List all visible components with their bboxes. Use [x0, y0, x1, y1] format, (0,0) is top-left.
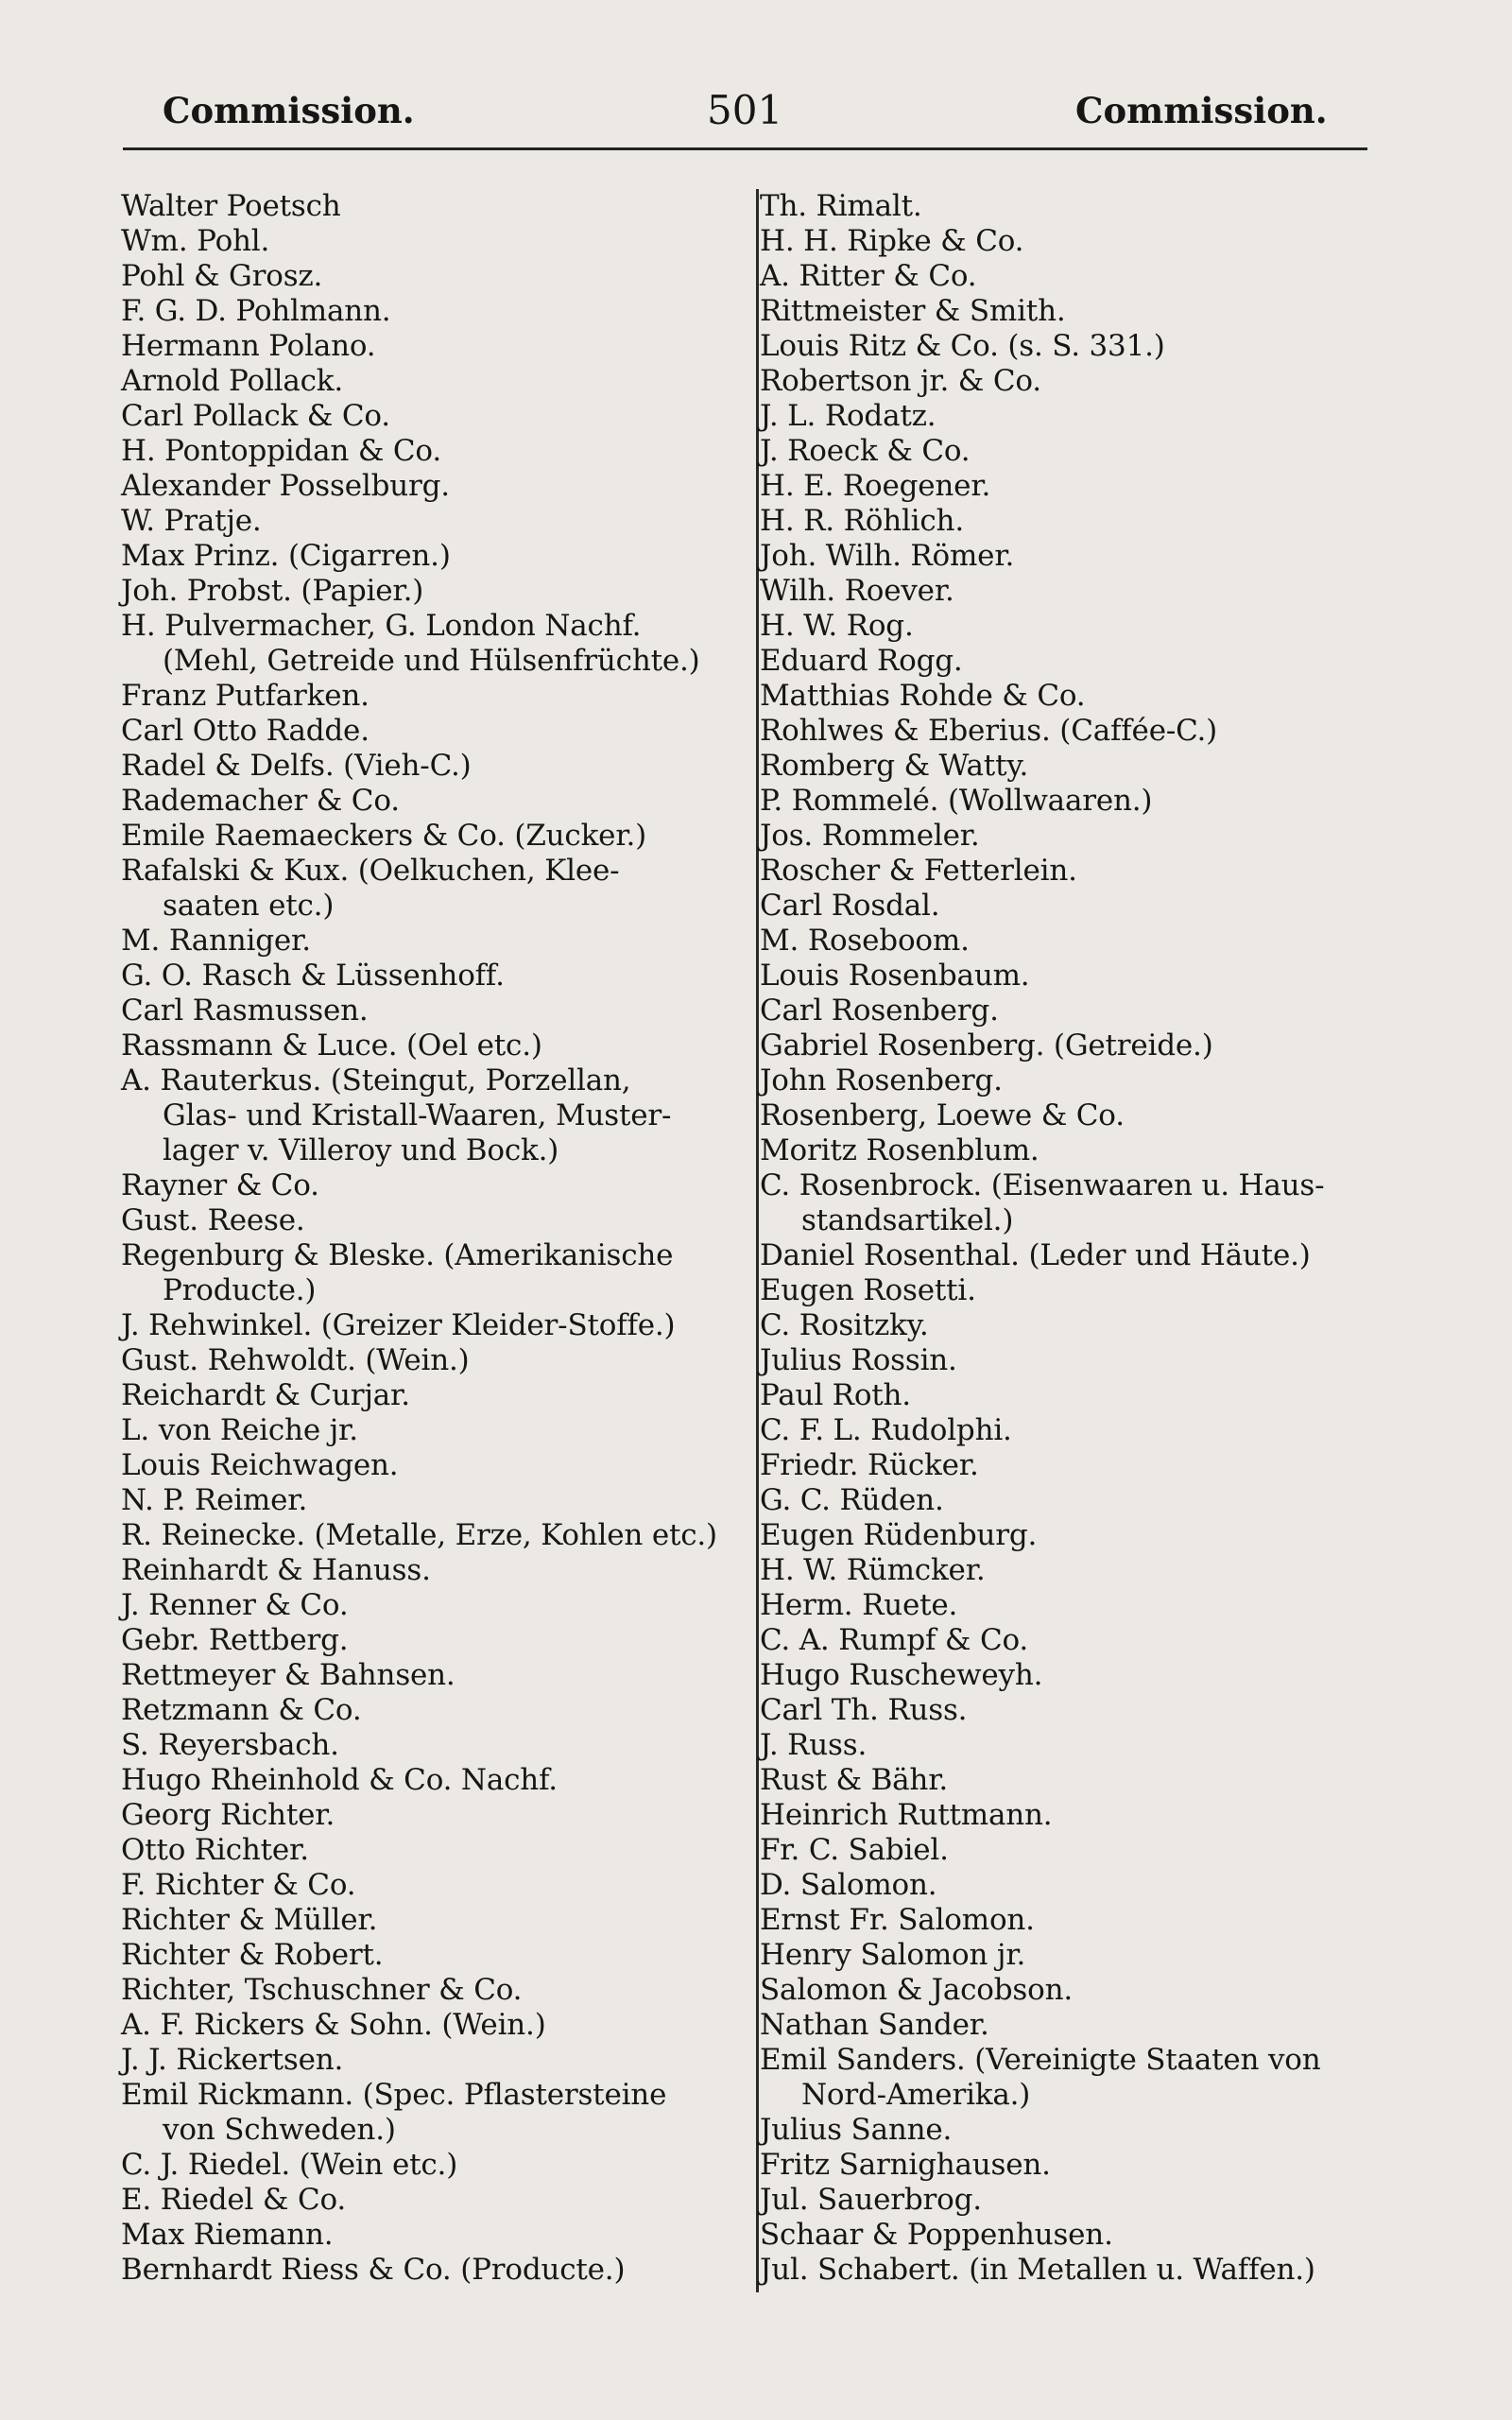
- directory-entry: Bernhardt Riess & Co. (Producte.): [121, 2253, 626, 2287]
- directory-entry: Fr. C. Sabiel.: [760, 1833, 949, 1867]
- directory-entry: L. von Reiche jr.: [121, 1413, 358, 1447]
- directory-entry: Georg Richter.: [121, 1798, 335, 1832]
- directory-entry: Alexander Posselburg.: [121, 469, 450, 503]
- directory-entry: Hugo Rheinhold & Co. Nachf.: [121, 1763, 558, 1797]
- directory-entry: Regenburg & Bleske. (Amerikanische: [121, 1238, 674, 1272]
- directory-entry: N. P. Reimer.: [121, 1483, 308, 1517]
- directory-entry: Robertson jr. & Co.: [760, 364, 1041, 398]
- directory-entry: Richter, Tschuschner & Co.: [121, 1973, 523, 2007]
- directory-entry: Heinrich Ruttmann.: [760, 1798, 1053, 1832]
- directory-entry: saaten etc.): [163, 889, 335, 923]
- directory-entry: E. Riedel & Co.: [121, 2183, 347, 2217]
- directory-entry: D. Salomon.: [760, 1868, 937, 1902]
- directory-entry: Gebr. Rettberg.: [121, 1623, 349, 1657]
- directory-entry: M. Ranniger.: [121, 924, 311, 958]
- directory-entry: C. J. Riedel. (Wein etc.): [121, 2148, 458, 2182]
- directory-entry: Reichardt & Curjar.: [121, 1378, 410, 1412]
- directory-entry: Wilh. Roever.: [760, 574, 954, 608]
- directory-entry: Fritz Sarnighausen.: [760, 2148, 1051, 2182]
- directory-entry: J. Rehwinkel. (Greizer Kleider-Stoffe.): [121, 1308, 676, 1342]
- directory-entry: Walter Poetsch: [121, 189, 341, 223]
- directory-entry: Louis Reichwagen.: [121, 1448, 399, 1482]
- left-column: [121, 189, 754, 2288]
- directory-entry: Carl Pollack & Co.: [121, 399, 390, 433]
- directory-entry: Rassmann & Luce. (Oel etc.): [121, 1028, 542, 1063]
- header-rule: [123, 147, 1367, 150]
- directory-entry: R. Reinecke. (Metalle, Erze, Kohlen etc.): [121, 1518, 717, 1552]
- directory-entry: Gabriel Rosenberg. (Getreide.): [760, 1028, 1213, 1063]
- directory-entry: G. C. Rüden.: [760, 1483, 944, 1517]
- directory-entry: Rust & Bähr.: [760, 1763, 949, 1797]
- directory-entry: Max Riemann.: [121, 2218, 334, 2252]
- directory-entry: Carl Rosenberg.: [760, 994, 999, 1028]
- directory-entry: G. O. Rasch & Lüssenhoff.: [121, 959, 505, 993]
- directory-entry: Schaar & Poppenhusen.: [760, 2218, 1113, 2252]
- directory-entry: Daniel Rosenthal. (Leder und Häute.): [760, 1238, 1311, 1272]
- directory-entry: Rademacher & Co.: [121, 784, 400, 818]
- directory-entry: H. R. Röhlich.: [760, 504, 964, 538]
- directory-entry: Max Prinz. (Cigarren.): [121, 539, 451, 573]
- directory-entry: Nord-Amerika.): [801, 2078, 1031, 2112]
- directory-entry: Louis Rosenbaum.: [760, 959, 1030, 993]
- directory-entry: (Mehl, Getreide und Hülsenfrüchte.): [163, 644, 700, 678]
- directory-entry: von Schweden.): [163, 2113, 396, 2147]
- directory-entry: S. Reyersbach.: [121, 1728, 339, 1762]
- directory-entry: Rittmeister & Smith.: [760, 294, 1066, 328]
- directory-entry: A. Ritter & Co.: [760, 259, 977, 293]
- directory-entry: Jul. Sauerbrog.: [760, 2183, 982, 2217]
- directory-entry: Joh. Probst. (Papier.): [121, 574, 424, 608]
- directory-entry: Eugen Rosetti.: [760, 1273, 976, 1307]
- right-column: [760, 189, 1412, 2288]
- directory-entry: Ernst Fr. Salomon.: [760, 1903, 1035, 1937]
- directory-entry: Franz Putfarken.: [121, 679, 369, 713]
- directory-entry: Richter & Robert.: [121, 1938, 384, 1972]
- directory-entry: M. Roseboom.: [760, 924, 970, 958]
- directory-entry: C. A. Rumpf & Co.: [760, 1623, 1029, 1657]
- directory-entry: Carl Rosdal.: [760, 889, 940, 923]
- directory-entry: Hermann Polano.: [121, 329, 376, 363]
- directory-entry: Th. Rimalt.: [760, 189, 922, 223]
- directory-entry: Matthias Rohde & Co.: [760, 679, 1086, 713]
- directory-entry: Jul. Schabert. (in Metallen u. Waffen.): [760, 2253, 1315, 2287]
- directory-entry: Salomon & Jacobson.: [760, 1973, 1073, 2007]
- directory-entry: Herm. Ruete.: [760, 1588, 958, 1622]
- directory-entry: Gust. Reese.: [121, 1203, 305, 1237]
- directory-entry: Romberg & Watty.: [760, 749, 1029, 783]
- directory-entry: J. Russ.: [760, 1728, 868, 1762]
- directory-entry: J. J. Rickertsen.: [121, 2043, 344, 2077]
- directory-entry: Hugo Ruscheweyh.: [760, 1658, 1043, 1692]
- directory-entry: Radel & Delfs. (Vieh-C.): [121, 749, 472, 783]
- directory-entry: J. L. Rodatz.: [760, 399, 936, 433]
- directory-entry: Retzmann & Co.: [121, 1693, 362, 1727]
- directory-entry: J. Roeck & Co.: [760, 434, 971, 468]
- directory-entry: Eduard Rogg.: [760, 644, 963, 678]
- directory-entry: F. Richter & Co.: [121, 1868, 356, 1902]
- directory-entry: Julius Rossin.: [760, 1343, 957, 1377]
- directory-entry: Friedr. Rücker.: [760, 1448, 979, 1482]
- directory-entry: Eugen Rüdenburg.: [760, 1518, 1038, 1552]
- directory-entry: A. Rauterkus. (Steingut, Porzellan,: [121, 1063, 631, 1098]
- directory-entry: C. Rositzky.: [760, 1308, 929, 1342]
- directory-entry: standsartikel.): [801, 1203, 1014, 1237]
- directory-entry: Reinhardt & Hanuss.: [121, 1553, 431, 1587]
- directory-entry: Carl Otto Radde.: [121, 714, 369, 748]
- page-number: 501: [707, 87, 783, 133]
- directory-entry: Henry Salomon jr.: [760, 1938, 1026, 1972]
- directory-entry: Pohl & Grosz.: [121, 259, 323, 293]
- directory-entry: Julius Sanne.: [760, 2113, 953, 2147]
- directory-entry: Rayner & Co.: [121, 1168, 319, 1202]
- directory-entry: Emil Rickmann. (Spec. Pflastersteine: [121, 2078, 667, 2112]
- directory-entry: Glas- und Kristall-Waaren, Muster-: [163, 1098, 672, 1132]
- directory-entry: Producte.): [163, 1273, 317, 1307]
- column-divider: [756, 189, 759, 2292]
- directory-entry: Jos. Rommeler.: [760, 819, 980, 853]
- directory-entry: Paul Roth.: [760, 1378, 911, 1412]
- directory-entry: Carl Rasmussen.: [121, 994, 369, 1028]
- directory-entry: lager v. Villeroy und Bock.): [163, 1133, 559, 1167]
- directory-entry: Emil Sanders. (Vereinigte Staaten von: [760, 2043, 1321, 2077]
- directory-entry: H. W. Rümcker.: [760, 1553, 986, 1587]
- directory-entry: Gust. Rehwoldt. (Wein.): [121, 1343, 470, 1377]
- directory-entry: Nathan Sander.: [760, 2008, 989, 2042]
- directory-entry: J. Renner & Co.: [121, 1588, 349, 1622]
- directory-entry: Rohlwes & Eberius. (Caffée-C.): [760, 714, 1218, 748]
- directory-entry: Wm. Pohl.: [121, 224, 270, 258]
- directory-entry: H. W. Rog.: [760, 609, 914, 643]
- running-head-right: Commission.: [1075, 90, 1328, 131]
- directory-entry: Roscher & Fetterlein.: [760, 854, 1077, 888]
- directory-entry: Carl Th. Russ.: [760, 1693, 968, 1727]
- directory-entry: H. H. Ripke & Co.: [760, 224, 1024, 258]
- directory-entry: Otto Richter.: [121, 1833, 309, 1867]
- directory-entry: C. F. L. Rudolphi.: [760, 1413, 1012, 1447]
- directory-entry: Richter & Müller.: [121, 1903, 378, 1937]
- directory-entry: F. G. D. Pohlmann.: [121, 294, 391, 328]
- directory-entry: Louis Ritz & Co. (s. S. 331.): [760, 329, 1165, 363]
- directory-entry: Rettmeyer & Bahnsen.: [121, 1658, 455, 1692]
- directory-entry: Emile Raemaeckers & Co. (Zucker.): [121, 819, 647, 853]
- directory-entry: C. Rosenbrock. (Eisenwaaren u. Haus-: [760, 1168, 1325, 1202]
- directory-entry: A. F. Rickers & Sohn. (Wein.): [121, 2008, 546, 2042]
- directory-entry: Moritz Rosenblum.: [760, 1133, 1040, 1167]
- directory-entry: H. Pontoppidan & Co.: [121, 434, 441, 468]
- directory-entry: Arnold Pollack.: [121, 364, 344, 398]
- directory-entry: H. E. Roegener.: [760, 469, 991, 503]
- directory-entry: Rosenberg, Loewe & Co.: [760, 1098, 1125, 1132]
- directory-entry: H. Pulvermacher, G. London Nachf.: [121, 609, 642, 643]
- directory-entry: Joh. Wilh. Römer.: [760, 539, 1015, 573]
- directory-entry: John Rosenberg.: [760, 1063, 1003, 1098]
- directory-entry: P. Rommelé. (Wollwaaren.): [760, 784, 1153, 818]
- directory-entry: Rafalski & Kux. (Oelkuchen, Klee-: [121, 854, 620, 888]
- running-head-left: Commission.: [163, 90, 415, 131]
- directory-entry: W. Pratje.: [121, 504, 262, 538]
